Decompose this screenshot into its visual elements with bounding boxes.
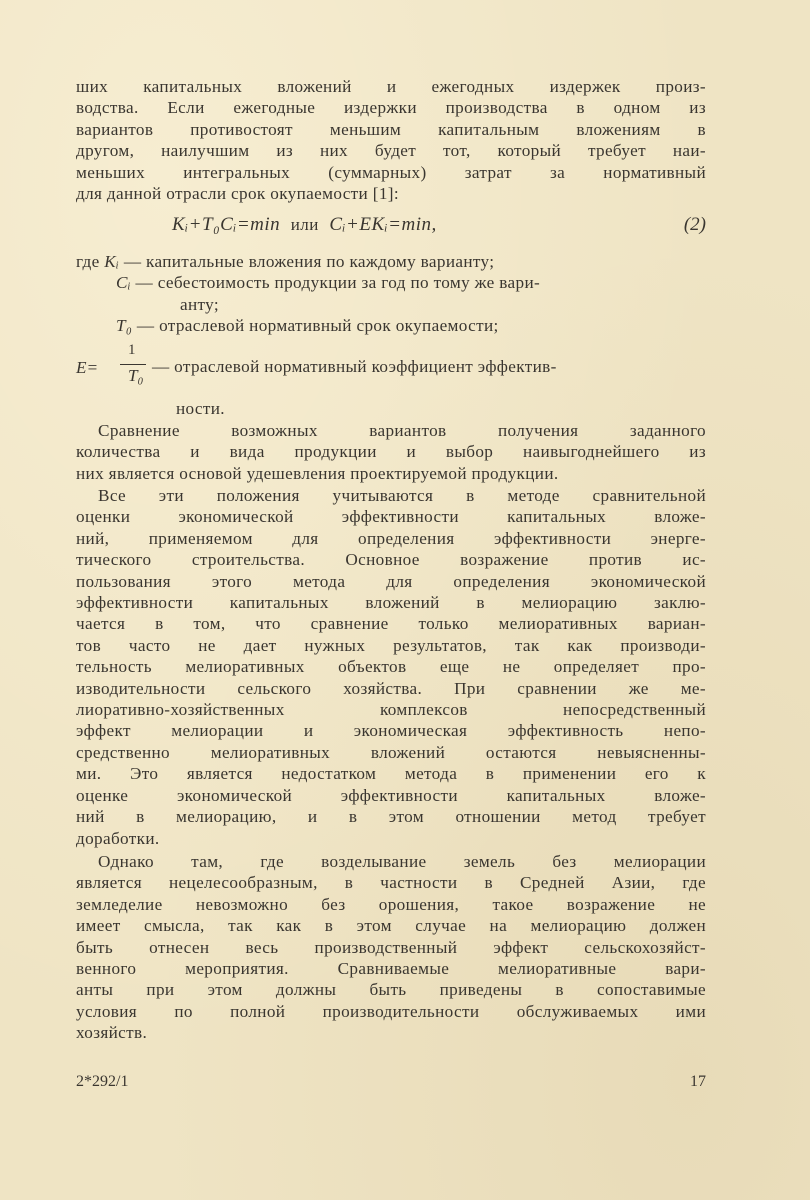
- text-line: является нецелесообразным, в частности в Средней Азии, где: [76, 873, 706, 893]
- definition-row: [76, 251, 706, 272]
- text-line: земледелие невозможно без орошения, такое возражение не: [76, 894, 706, 914]
- text-line: количества и вида продукции и выбор наивыгоднейшего из: [76, 442, 706, 462]
- fraction-bar: [120, 364, 146, 365]
- formula-2: [76, 212, 706, 240]
- text-line: ми. Это является недостатком метода в применении его к: [76, 764, 706, 784]
- text-line: Все эти положения учитываются в методе сравнительной: [98, 486, 706, 505]
- text-line: хозяйств.: [76, 1023, 148, 1043]
- text-line: пользования этого метода для определения экономической: [76, 571, 706, 591]
- formula-or: или: [290, 215, 319, 234]
- text-line: ний в мелиорацию, и в этом отношении метод требует: [76, 807, 706, 827]
- definition-text: анту;: [180, 294, 220, 314]
- definition-row: [76, 315, 706, 336]
- text-line: ших капитальных вложений и ежегодных издержек произ-: [76, 77, 706, 96]
- paragraph-4: [76, 851, 706, 1044]
- printer-signature: 2*292/1: [76, 1073, 129, 1090]
- text-line: венного мероприятия. Сравниваемые мелиоративные вари-: [76, 959, 706, 979]
- text-line: эффект мелиорации и экономическая эффективность непо-: [76, 721, 706, 741]
- coefficient-definition: [76, 342, 706, 392]
- text-line: оценки экономической эффективности капитальных вложе-: [76, 507, 706, 527]
- text-line: для данной отрасли срок окупаемости [1]:: [76, 184, 399, 204]
- text-line: вариантов противостоят меньшим капитальным вложениям в: [76, 119, 706, 139]
- page-number: 17: [690, 1073, 706, 1090]
- definition-symbol: Kᵢ: [104, 252, 120, 271]
- coefficient-description: — отраслевой нормативный коэффициент эффектив-: [152, 357, 557, 376]
- text-line: меньших интегральных (суммарных) затрат за нормативный: [76, 162, 706, 182]
- paragraph-2: [76, 420, 706, 484]
- formula-expression: [172, 214, 437, 236]
- text-line: оценке экономической эффективности капитальных вложе-: [76, 785, 706, 805]
- text-line: имеет смысла, так как в этом случае на мелиорацию должен: [76, 916, 706, 936]
- text-line: другом, наилучшим из них будет тот, который требует наи-: [76, 141, 706, 161]
- text-line: быть отнесен весь производственный эффект сельскохозяйст-: [76, 937, 706, 957]
- text-line: чается в том, что сравнение только мелиоративных вариан-: [76, 614, 706, 634]
- definition-text: — капитальные вложения по каждому варианту;: [123, 252, 495, 271]
- text-line: водства. Если ежегодные издержки производства в одном из: [76, 98, 706, 118]
- text-line: ний, применяемом для определения эффективности энерге-: [76, 528, 706, 548]
- paragraph-3: [76, 485, 706, 849]
- definition-row: [76, 294, 706, 315]
- definition-symbol: Cᵢ: [116, 273, 131, 293]
- definition-lead: где: [76, 252, 100, 271]
- definition-text: — отраслевой нормативный срок окупаемости;: [136, 316, 499, 336]
- coefficient-continuation-block: [76, 398, 706, 419]
- text-line: условия по полной производительности обслуживаемых ими: [76, 1001, 706, 1021]
- definition-symbol: T₀: [116, 316, 133, 336]
- text-line: Сравнение возможных вариантов получения заданного: [98, 421, 706, 440]
- definitions-list: [76, 251, 706, 337]
- text-line: тов часто не дает нужных результатов, так как производи-: [76, 635, 706, 655]
- text-line: эффективности капитальных вложений в мелиорацию заклю-: [76, 593, 706, 613]
- text-line: тельность мелиоративных объектов еще не определяет про-: [76, 657, 706, 677]
- formula-number: (2): [683, 214, 706, 235]
- text-line: доработки.: [76, 828, 160, 848]
- text-line: тического строительства. Основное возражение против ис-: [76, 550, 706, 570]
- paragraph-intro: [76, 76, 706, 204]
- definition-row: [76, 272, 706, 293]
- formula-left: Kᵢ+T₀Cᵢ=min: [172, 214, 281, 235]
- text-line: средственно мелиоративных вложений остаются невыясненны-: [76, 742, 706, 762]
- text-line: Однако там, где возделывание земель без мелиорации: [98, 852, 706, 871]
- fraction-denominator: T₀: [128, 366, 144, 385]
- text-line: изводительности сельского хозяйства. При сравнении же ме-: [76, 678, 706, 698]
- text-line: лиоративно-хозяйственных комплексов непосредственный: [76, 700, 706, 720]
- coefficient-continuation: ности.: [176, 399, 225, 418]
- definition-text: — себестоимость продукции за год по тому же вари-: [135, 273, 541, 293]
- coefficient-symbol: E=: [76, 358, 99, 377]
- formula-right: Cᵢ+EKᵢ=min,: [329, 214, 437, 235]
- fraction-numerator: 1: [128, 342, 136, 358]
- text-line: них является основой удешевления проектируемой продукции.: [76, 463, 559, 483]
- text-line: анты при этом должны быть приведены в сопоставимые: [76, 980, 706, 1000]
